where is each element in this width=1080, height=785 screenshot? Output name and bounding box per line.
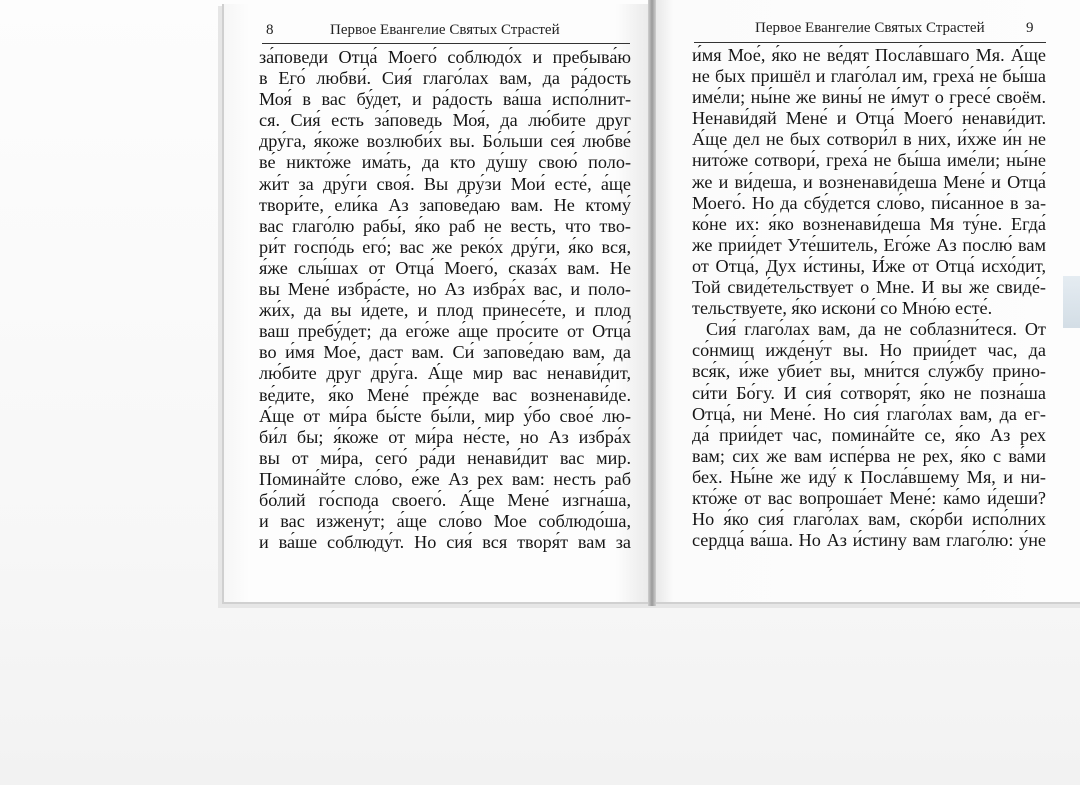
text-line: и ва́ше соблюду́т. Но сия́ вся творя́т вам за <box>259 532 631 553</box>
text-line: от Отца́, Дух и́стины, И́же от Отца́ исхо́дит, <box>692 255 1046 276</box>
left-running-title: Первое Евангелие Святых Страстей <box>330 22 560 38</box>
left-header-rule <box>262 43 630 44</box>
text-line: ко́не их: я́ко возненави́деша Мя ту́не. Егда́ <box>692 213 1046 234</box>
text-line: тельствуете, я́ко искони́ со Мно́ю есте́. <box>692 298 993 319</box>
right-page-text <box>692 45 1046 551</box>
text-line: Моя́ в вас бу́дет, и ра́дость ва́ша испо́лнит- <box>259 89 631 110</box>
text-line: Но я́ко сия́ глаго́лах вам, ско́рби испо́лних <box>692 509 1046 530</box>
text-line: А́ще от ми́ра бы́сте бы́ли, мир у́бо свое́ лю- <box>259 405 631 426</box>
text-line: сердца́ ва́ша. Но Аз и́стину вам глаго́лю: у́не <box>692 530 1046 551</box>
right-header-rule <box>694 42 1046 43</box>
text-line: вся́к, и́же убие́т вы, мни́тся слу́жбу прино- <box>692 361 1046 382</box>
text-line: лю́бите друг дру́га. А́ще мир вас ненави́дит, <box>259 363 631 384</box>
text-line: бех. Ны́не же иду́ к Посла́вшему Мя, и ни- <box>692 466 1046 487</box>
text-line: Отца́, ни Мене́. Но сия́ глаго́лах вам, да ег- <box>692 403 1046 424</box>
text-line: Моего́. Но да сбу́дется сло́во, пи́санное в за- <box>692 192 1046 213</box>
text-line: и вас изжену́т; а́ще сло́во Мое соблюдо́ша, <box>259 511 631 532</box>
text-line: Помина́йте сло́во, е́же Аз рех вам: несть раб <box>259 468 631 489</box>
text-line: вы Мене́ избра́сте, но Аз избра́х вас, и поло- <box>259 279 631 300</box>
text-line: же прии́дет Уте́шитель, Его́же Аз послю́ вам <box>692 234 1046 255</box>
right-running-title: Первое Евангелие Святых Страстей <box>755 20 985 36</box>
text-line: ве́ никто́же има́ть, да кто ду́шу свою́ поло- <box>259 152 631 173</box>
text-line: да́ прии́дет час, помина́йте се, я́ко Аз рех <box>692 424 1046 445</box>
text-line: я́же слы́шах от Отца́ Моего́, сказа́х вам. Не <box>259 257 631 278</box>
text-line: жи́т за дру́ги своя́. Вы дру́зи Мои́ есте́, а́ще <box>259 173 631 194</box>
text-line: А́ще дел не бых сотвори́л в них, и́хже и́н не <box>692 129 1046 150</box>
text-line: вы от ми́ра, сего́ ра́ди ненави́дит вас мир. <box>259 447 631 468</box>
text-line: би́л бы; я́коже от ми́ра не́сте, но Аз избра́х <box>259 426 631 447</box>
text-line: вас глаго́лю рабы́, я́ко раб не весть, что тво- <box>259 215 631 236</box>
text-line: в Его́ любви́. Сия́ глаго́лах вам, да ра́дость <box>259 68 631 89</box>
text-line: за́поведи Отца́ Моего́ соблюдо́х и пребыва́ю <box>259 47 631 67</box>
text-line: во и́мя Мое́, даст вам. Си́ запове́даю вам, да <box>259 342 631 363</box>
right-page-number: 9 <box>1026 20 1034 36</box>
text-line: Той свиде́тельствует о Мне. И вы же свиде́- <box>692 277 1046 298</box>
text-line: жи́х, да вы и́дете, и плод принесе́те, и плод <box>259 300 631 321</box>
text-line: си́ти Бо́гу. И сия́ сотворя́т, я́ко не позна́ша <box>692 382 1046 403</box>
text-line: Ненави́дяй Мене́ и Отца́ Моего́ ненави́дит. <box>692 108 1046 129</box>
text-line: ри́т госпо́дь его́; вас же реко́х дру́ги, я́ко вся, <box>259 236 631 257</box>
text-line: не бых пришёл и глаго́лал им, греха́ не бы́ша <box>692 66 1046 87</box>
left-page-number: 8 <box>266 22 274 38</box>
text-line: Сия́ глаго́лах вам, да не соблазни́теся. От <box>706 319 1046 340</box>
text-line: дру́га, я́коже возлюби́х вы. Бо́льши сея́ любве́ <box>259 131 631 152</box>
text-line: ве́дите, я́ко Мене́ пре́жде вас возненави́де. <box>259 384 631 405</box>
text-line: со́нмищ ижде́ну́т вы. Но прии́дет час, да <box>692 340 1046 361</box>
left-page-text <box>259 47 631 553</box>
book-gutter <box>648 0 656 606</box>
text-line: же и ви́деша, и возненави́деша Мене́ и Отца́ <box>692 171 1046 192</box>
text-line: бо́лий го́спода своего́. А́ще Мене́ изгна́ша, <box>259 489 631 510</box>
text-line: ваш пребу́дет; да его́же а́ще про́сите от Отца́ <box>259 321 631 342</box>
text-line: вам; сих же вам испе́рва не рех, я́ко с ва́ми <box>692 445 1046 466</box>
text-line: ся. Сия́ есть за́поведь Моя́, да лю́бите друг <box>259 110 631 131</box>
text-line: твори́те, ели́ка Аз запове́даю вам. Не ктому́ <box>259 194 631 215</box>
page-edge-tab <box>1063 276 1080 328</box>
text-line: и́мя Мое́, я́ко не ве́дят Посла́вшаго Мя. А́ще <box>692 45 1046 65</box>
text-line: кто́же от вас вопроша́ет Мене́: ка́мо и́деши? <box>692 487 1046 508</box>
text-line: нито́же сотвори́, греха́ не бы́ша име́ли; ны́не <box>692 150 1046 171</box>
text-line: име́ли; ны́не же вины́ не и́мут о гресе́ своём. <box>692 87 1046 108</box>
